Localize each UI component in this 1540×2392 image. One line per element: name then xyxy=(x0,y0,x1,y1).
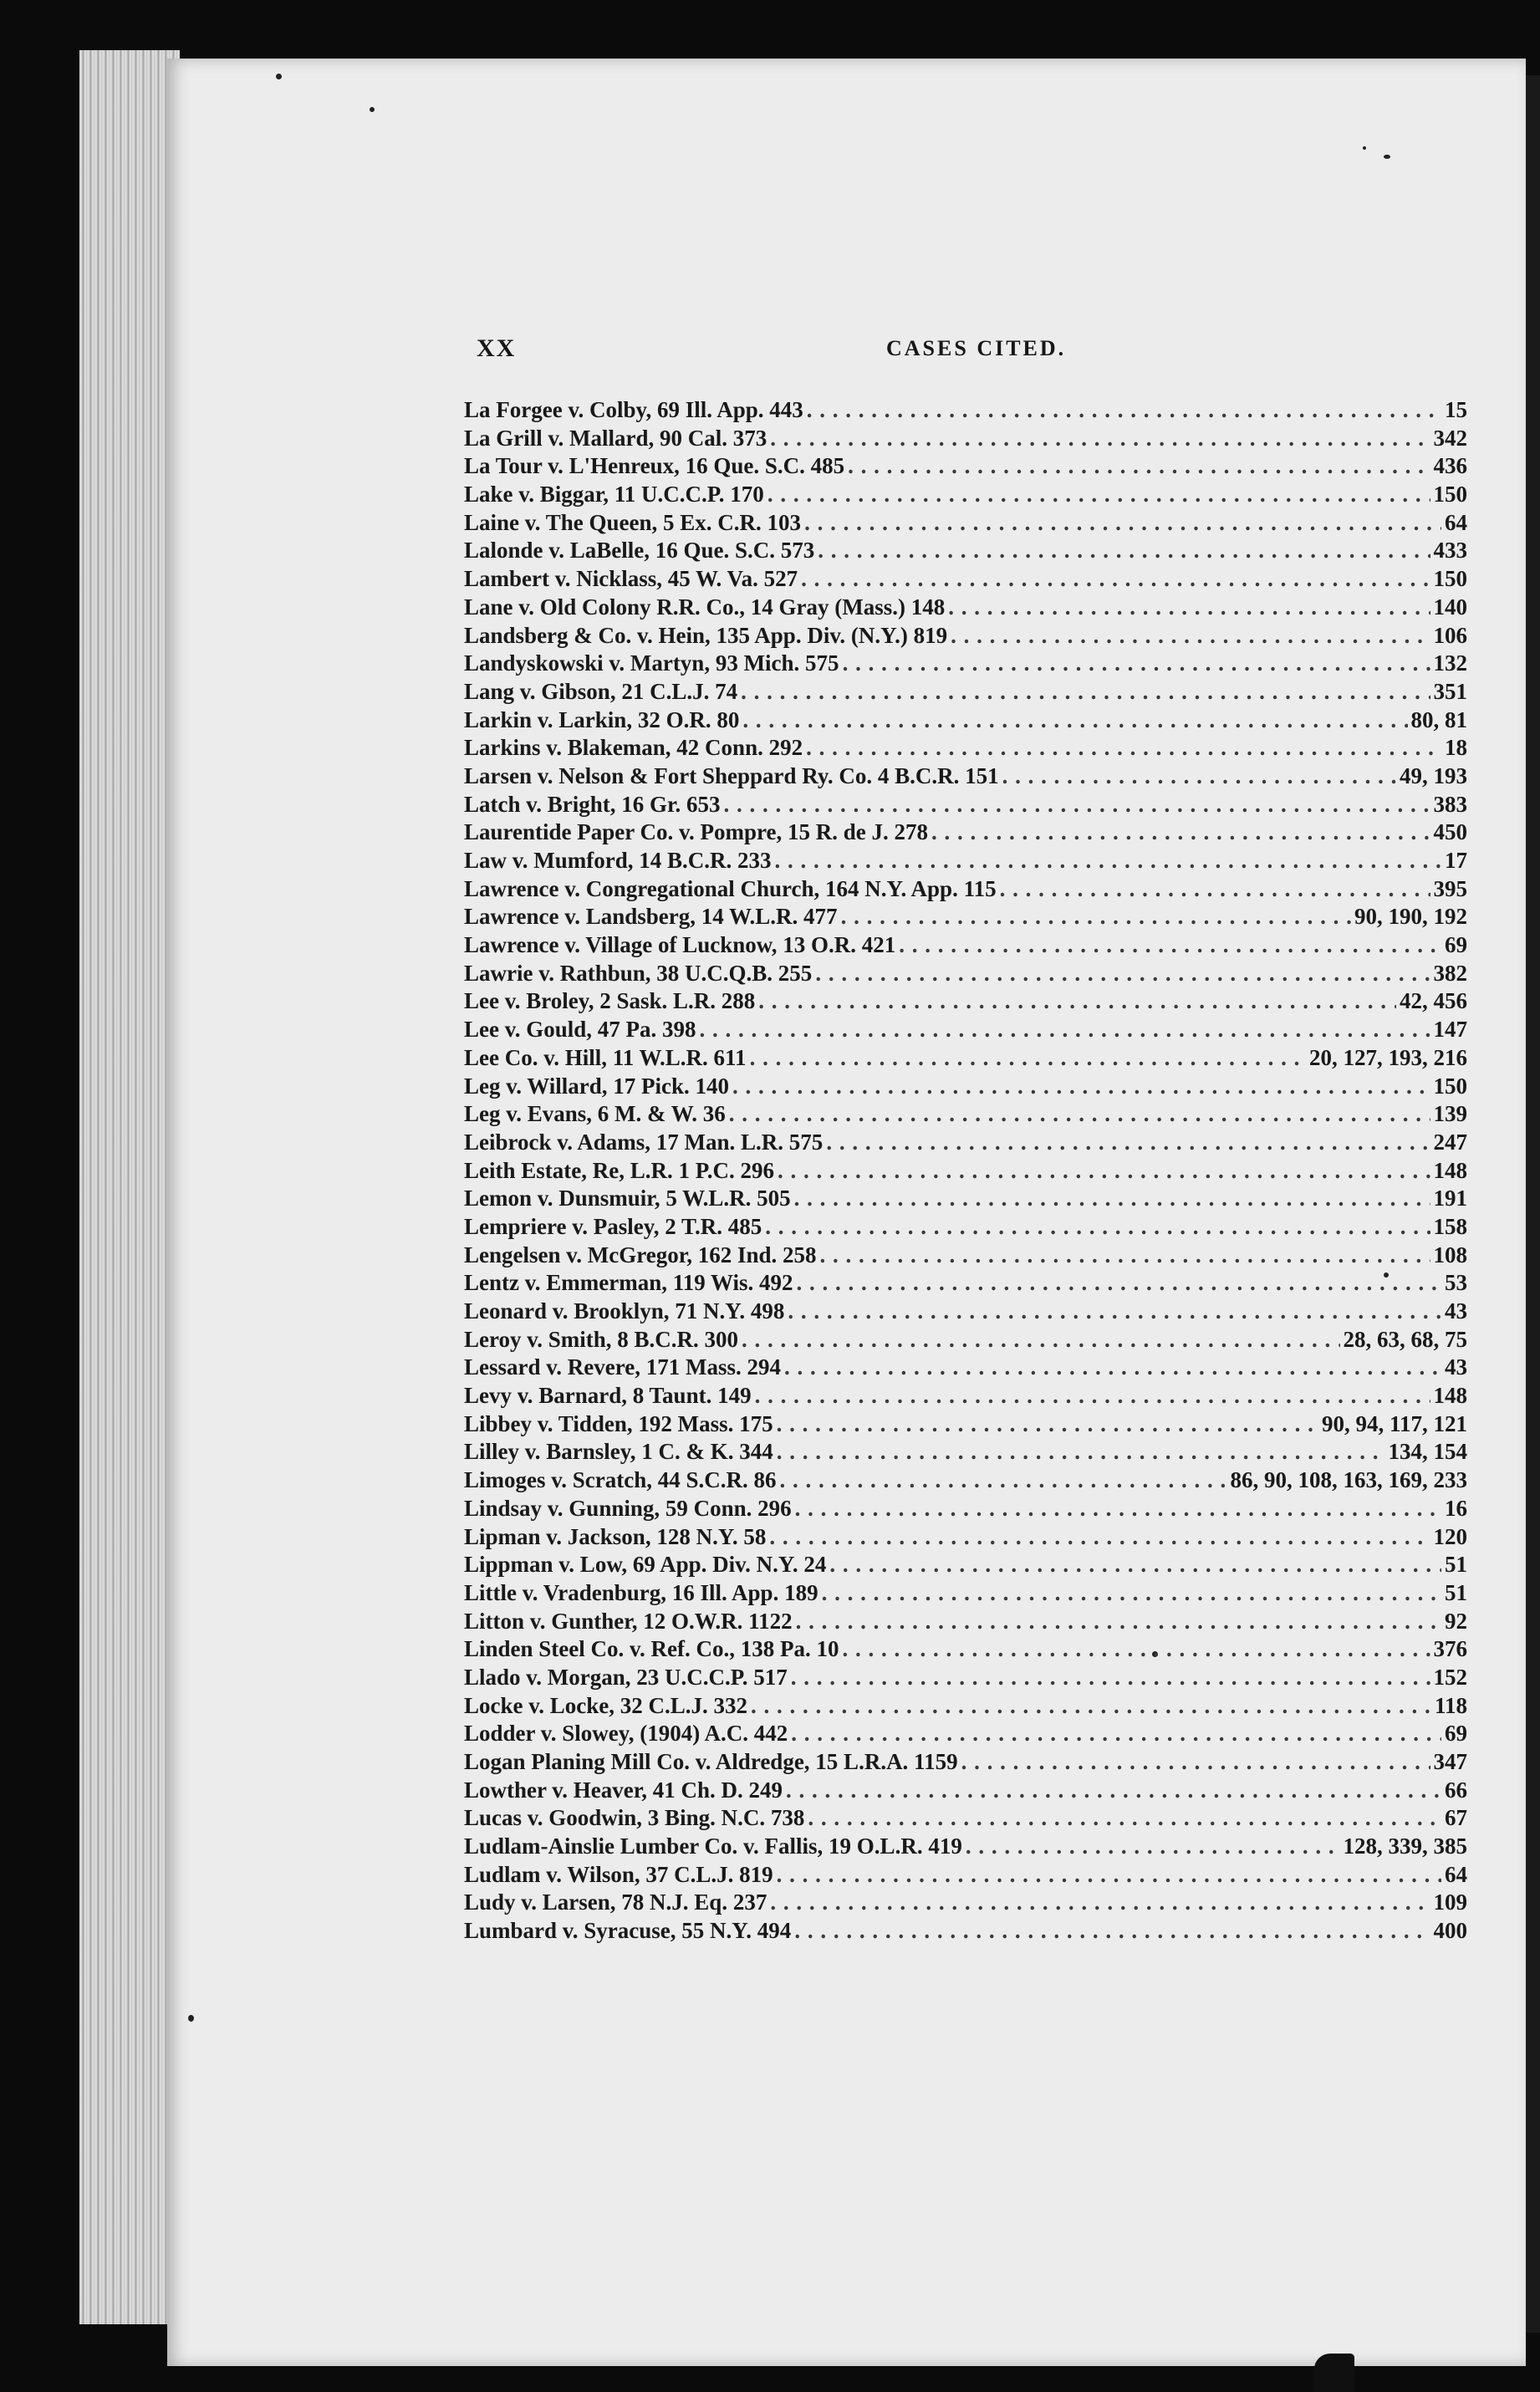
case-citation: Lemon v. Dunsmuir, 5 W.L.R. 505 xyxy=(464,1186,791,1211)
case-citation: Laurentide Paper Co. v. Pompre, 15 R. de J. 278 xyxy=(464,819,928,845)
page-header xyxy=(477,334,1471,368)
case-citation: La Grill v. Mallard, 90 Cal. 373 xyxy=(464,425,767,451)
case-citation: Lodder v. Slowey, (1904) A.C. 442 xyxy=(464,1721,788,1747)
case-entry xyxy=(464,819,1467,847)
case-citation: Laine v. The Queen, 5 Ex. C.R. 103 xyxy=(464,509,802,535)
case-entry xyxy=(464,509,1467,538)
dot-leader xyxy=(732,1073,1430,1101)
case-citation: Locke v. Locke, 32 C.L.J. 332 xyxy=(464,1692,748,1718)
case-citation: Libbey v. Tidden, 192 Mass. 175 xyxy=(464,1410,773,1436)
dot-leader xyxy=(777,1861,1441,1890)
page-references: 147 xyxy=(1433,1017,1467,1043)
dot-leader xyxy=(750,1044,1306,1073)
case-entry xyxy=(464,1664,1467,1692)
case-entry xyxy=(464,622,1467,650)
case-entry xyxy=(464,452,1467,481)
page-references: 42, 456 xyxy=(1400,988,1467,1014)
case-citation: Lawrie v. Rathbun, 38 U.C.Q.B. 255 xyxy=(464,960,813,986)
case-entry xyxy=(464,1692,1467,1721)
case-entry xyxy=(464,678,1467,706)
dot-leader xyxy=(841,903,1351,931)
case-citation: Lipman v. Jackson, 128 N.Y. 58 xyxy=(464,1523,767,1549)
page-references: 351 xyxy=(1433,678,1467,704)
dot-leader xyxy=(724,791,1430,819)
dot-leader xyxy=(742,706,1407,735)
page-references: 108 xyxy=(1433,1242,1467,1267)
case-citation: Lee v. Gould, 47 Pa. 398 xyxy=(464,1017,696,1043)
dot-leader xyxy=(843,1635,1430,1664)
dot-leader xyxy=(791,1720,1441,1748)
page-references: 139 xyxy=(1433,1101,1467,1127)
case-entry xyxy=(464,425,1467,453)
case-entry xyxy=(464,847,1467,875)
case-entry xyxy=(464,931,1467,960)
dot-leader xyxy=(775,847,1441,875)
page-references: 18 xyxy=(1445,735,1467,761)
case-entry xyxy=(464,1410,1467,1439)
page-references: 395 xyxy=(1433,875,1467,901)
dot-leader xyxy=(786,1777,1441,1805)
dot-leader xyxy=(791,1664,1430,1692)
page-references: 247 xyxy=(1433,1129,1467,1155)
cases-cited-list xyxy=(464,396,1467,1946)
case-citation: Ludlam-Ainslie Lumber Co. v. Fallis, 19 O.L.R. 419 xyxy=(464,1834,962,1859)
page-references: 120 xyxy=(1433,1523,1467,1549)
dot-leader xyxy=(1000,875,1430,904)
page-references: 90, 94, 117, 121 xyxy=(1321,1410,1467,1436)
case-citation: Llado v. Morgan, 23 U.C.C.P. 517 xyxy=(464,1664,788,1690)
case-citation: Ludlam v. Wilson, 37 C.L.J. 819 xyxy=(464,1861,773,1887)
case-entry xyxy=(464,1326,1467,1354)
case-entry xyxy=(464,1382,1467,1410)
case-entry xyxy=(464,1438,1467,1466)
page-references: 49, 193 xyxy=(1400,762,1467,788)
case-entry xyxy=(464,1100,1467,1129)
case-entry xyxy=(464,1495,1467,1523)
case-citation: Lilley v. Barnsley, 1 C. & K. 344 xyxy=(464,1439,773,1465)
case-entry xyxy=(464,903,1467,931)
case-entry xyxy=(464,1833,1467,1861)
page-references: 86, 90, 108, 163, 169, 233 xyxy=(1230,1467,1467,1493)
page-references: 51 xyxy=(1445,1579,1467,1605)
case-entry xyxy=(464,1804,1467,1833)
dot-leader xyxy=(826,1129,1430,1157)
page-references: 90, 190, 192 xyxy=(1354,904,1467,930)
case-entry xyxy=(464,987,1467,1016)
scan-speck xyxy=(276,74,282,79)
case-citation: Leibrock v. Adams, 17 Man. L.R. 575 xyxy=(464,1129,824,1155)
case-citation: Limoges v. Scratch, 44 S.C.R. 86 xyxy=(464,1467,777,1493)
case-entry xyxy=(464,1466,1467,1495)
case-entry xyxy=(464,875,1467,904)
dot-leader xyxy=(801,565,1430,594)
case-citation: Lowther v. Heaver, 41 Ch. D. 249 xyxy=(464,1777,783,1803)
page-references: 383 xyxy=(1433,791,1467,817)
case-entry xyxy=(464,734,1467,762)
page-references: 64 xyxy=(1445,509,1467,535)
case-citation: Leith Estate, Re, L.R. 1 P.C. 296 xyxy=(464,1157,774,1183)
case-entry xyxy=(464,650,1467,678)
case-citation: Lucas v. Goodwin, 3 Bing. N.C. 738 xyxy=(464,1805,805,1831)
dot-leader xyxy=(765,1213,1430,1242)
page-references: 376 xyxy=(1433,1636,1467,1662)
dot-leader xyxy=(795,1495,1441,1523)
dot-leader xyxy=(758,987,1396,1016)
dot-leader xyxy=(1002,762,1396,791)
case-citation: Lambert v. Nicklass, 45 W. Va. 527 xyxy=(464,566,798,592)
case-entry xyxy=(464,1608,1467,1636)
dot-leader xyxy=(797,1269,1441,1298)
page-references: 436 xyxy=(1433,453,1467,479)
dot-leader xyxy=(778,1157,1430,1186)
dot-leader xyxy=(770,425,1430,453)
case-entry xyxy=(464,1523,1467,1552)
page-references: 15 xyxy=(1445,397,1467,422)
dot-leader xyxy=(777,1410,1318,1439)
page-references: 69 xyxy=(1445,1721,1467,1747)
case-citation: Leonard v. Brooklyn, 71 N.Y. 498 xyxy=(464,1298,785,1324)
page-references: 53 xyxy=(1445,1270,1467,1296)
case-entry xyxy=(464,1185,1467,1213)
dot-leader xyxy=(820,1242,1430,1270)
dot-leader xyxy=(767,481,1430,509)
dot-leader xyxy=(751,1692,1431,1721)
case-citation: Law v. Mumford, 14 B.C.R. 233 xyxy=(464,848,772,873)
case-entry xyxy=(464,1354,1467,1382)
case-citation: Linden Steel Co. v. Ref. Co., 138 Pa. 10 xyxy=(464,1636,839,1662)
page-references: 400 xyxy=(1433,1918,1467,1944)
page-references: 20, 127, 193, 216 xyxy=(1309,1044,1467,1070)
case-citation: Logan Planing Mill Co. v. Aldredge, 15 L.R.A. 1159 xyxy=(464,1749,958,1774)
dot-leader xyxy=(784,1354,1441,1382)
page-references: 150 xyxy=(1433,1073,1467,1099)
dot-leader xyxy=(729,1100,1430,1129)
page-right-edge xyxy=(1526,75,1540,2333)
case-entry xyxy=(464,1720,1467,1748)
case-citation: Leg v. Evans, 6 M. & W. 36 xyxy=(464,1101,726,1127)
page-references: 128, 339, 385 xyxy=(1343,1834,1467,1859)
case-entry xyxy=(464,396,1467,425)
case-citation: Lippman v. Low, 69 App. Div. N.Y. 24 xyxy=(464,1552,827,1578)
page-references: 152 xyxy=(1433,1664,1467,1690)
dot-leader xyxy=(961,1748,1430,1777)
case-citation: La Forgee v. Colby, 69 Ill. App. 443 xyxy=(464,397,803,422)
page-references: 148 xyxy=(1433,1383,1467,1409)
page-references: 342 xyxy=(1433,425,1467,451)
case-citation: Leroy v. Smith, 8 B.C.R. 300 xyxy=(464,1326,739,1352)
case-citation: Larkins v. Blakeman, 42 Conn. 292 xyxy=(464,735,803,761)
page-references: 150 xyxy=(1433,566,1467,592)
case-citation: Lee Co. v. Hill, 11 W.L.R. 611 xyxy=(464,1044,747,1070)
dot-leader xyxy=(948,594,1430,622)
page-references: 66 xyxy=(1445,1777,1467,1803)
case-entry xyxy=(464,1213,1467,1242)
page-references: 433 xyxy=(1433,538,1467,564)
page-references: 118 xyxy=(1434,1692,1467,1718)
case-entry xyxy=(464,1917,1467,1946)
case-citation: Lawrence v. Landsberg, 14 W.L.R. 477 xyxy=(464,904,838,930)
case-citation: Ludy v. Larsen, 78 N.J. Eq. 237 xyxy=(464,1890,767,1915)
page-references: 106 xyxy=(1433,622,1467,648)
page-references: 140 xyxy=(1433,594,1467,620)
case-citation: La Tour v. L'Henreux, 16 Que. S.C. 485 xyxy=(464,453,845,479)
case-entry xyxy=(464,1861,1467,1890)
case-entry xyxy=(464,791,1467,819)
page-references: 109 xyxy=(1433,1890,1467,1915)
page-references: 17 xyxy=(1445,848,1467,873)
page-references: 148 xyxy=(1433,1157,1467,1183)
dot-leader xyxy=(931,819,1430,847)
case-entry xyxy=(464,1748,1467,1777)
case-entry xyxy=(464,1157,1467,1186)
case-citation: Landyskowski v. Martyn, 93 Mich. 575 xyxy=(464,650,839,676)
page-number: XX xyxy=(477,334,517,362)
case-citation: Litton v. Gunther, 12 O.W.R. 1122 xyxy=(464,1608,793,1634)
page-references: 158 xyxy=(1433,1213,1467,1239)
dot-leader xyxy=(848,452,1430,481)
case-citation: Lang v. Gibson, 21 C.L.J. 74 xyxy=(464,678,738,704)
page-references: 64 xyxy=(1445,1861,1467,1887)
case-citation: Lake v. Biggar, 11 U.C.C.P. 170 xyxy=(464,482,764,507)
case-citation: Lee v. Broley, 2 Sask. L.R. 288 xyxy=(464,988,756,1014)
case-entry xyxy=(464,1129,1467,1157)
page-references: 16 xyxy=(1445,1495,1467,1521)
page-references: 150 xyxy=(1433,482,1467,507)
page-references: 134, 154 xyxy=(1388,1439,1467,1465)
page-references: 43 xyxy=(1445,1354,1467,1380)
case-citation: Lessard v. Revere, 171 Mass. 294 xyxy=(464,1354,781,1380)
case-entry xyxy=(464,594,1467,622)
case-citation: Lengelsen v. McGregor, 162 Ind. 258 xyxy=(464,1242,817,1267)
case-citation: Lane v. Old Colony R.R. Co., 14 Gray (Mass.) 148 xyxy=(464,594,946,620)
case-citation: Latch v. Bright, 16 Gr. 653 xyxy=(464,791,721,817)
dot-leader xyxy=(829,1551,1441,1579)
case-citation: Larkin v. Larkin, 32 O.R. 80 xyxy=(464,706,740,732)
dot-leader xyxy=(755,1382,1430,1410)
case-entry xyxy=(464,1073,1467,1101)
page-references: 80, 81 xyxy=(1410,706,1467,732)
page-references: 51 xyxy=(1445,1552,1467,1578)
page-references: 450 xyxy=(1433,819,1467,845)
case-entry xyxy=(464,1579,1467,1608)
case-citation: Lawrence v. Village of Lucknow, 13 O.R. 421 xyxy=(464,932,896,958)
case-entry xyxy=(464,1635,1467,1664)
dot-leader xyxy=(804,509,1441,538)
scan-speck xyxy=(1363,146,1366,150)
dot-leader xyxy=(794,1917,1430,1946)
case-entry xyxy=(464,1298,1467,1326)
case-citation: Levy v. Barnard, 8 Taunt. 149 xyxy=(464,1383,752,1409)
dot-leader xyxy=(777,1438,1385,1466)
case-entry xyxy=(464,1016,1467,1044)
dot-leader xyxy=(788,1298,1441,1326)
dot-leader xyxy=(899,931,1441,960)
case-entry xyxy=(464,1777,1467,1805)
dot-leader xyxy=(796,1608,1441,1636)
case-entry xyxy=(464,960,1467,988)
case-citation: Lawrence v. Congregational Church, 164 N.Y. App. 115 xyxy=(464,875,997,901)
case-entry xyxy=(464,565,1467,594)
page-references: 67 xyxy=(1445,1805,1467,1831)
page-references: 92 xyxy=(1445,1608,1467,1634)
dot-leader xyxy=(769,1523,1430,1552)
dot-leader xyxy=(770,1889,1430,1917)
page-references: 69 xyxy=(1445,932,1467,958)
dot-leader xyxy=(822,1579,1441,1608)
book-binding-edge xyxy=(79,50,180,2324)
running-head: CASES CITED. xyxy=(886,336,1067,360)
dot-leader xyxy=(806,734,1441,762)
page-references: 382 xyxy=(1433,960,1467,986)
dot-leader xyxy=(742,1326,1339,1354)
case-citation: Larsen v. Nelson & Fort Sheppard Ry. Co. 4 B.C.R. 151 xyxy=(464,762,999,788)
dot-leader xyxy=(815,960,1430,988)
dot-leader xyxy=(780,1466,1227,1495)
dot-leader xyxy=(794,1185,1430,1213)
case-citation: Lempriere v. Pasley, 2 T.R. 485 xyxy=(464,1213,762,1239)
case-entry xyxy=(464,1044,1467,1073)
dot-leader xyxy=(966,1833,1340,1861)
dot-leader xyxy=(818,537,1430,565)
dot-leader xyxy=(808,1804,1441,1833)
scan-speck xyxy=(370,107,375,112)
page-references: 191 xyxy=(1433,1186,1467,1211)
scan-corner-mark xyxy=(1314,2354,1354,2392)
scan-speck xyxy=(1384,155,1390,159)
case-entry xyxy=(464,537,1467,565)
dot-leader xyxy=(807,396,1441,425)
case-entry xyxy=(464,1242,1467,1270)
case-entry xyxy=(464,481,1467,509)
case-citation: Little v. Vradenburg, 16 Ill. App. 189 xyxy=(464,1579,818,1605)
dot-leader xyxy=(700,1016,1430,1044)
case-entry xyxy=(464,706,1467,735)
page-references: 132 xyxy=(1433,650,1467,676)
case-citation: Lentz v. Emmerman, 119 Wis. 492 xyxy=(464,1270,793,1296)
page-references: 347 xyxy=(1433,1749,1467,1774)
page-references: 43 xyxy=(1445,1298,1467,1324)
case-citation: Lumbard v. Syracuse, 55 N.Y. 494 xyxy=(464,1918,792,1944)
case-citation: Landsberg & Co. v. Hein, 135 App. Div. (N.Y.) 819 xyxy=(464,622,948,648)
case-citation: Lindsay v. Gunning, 59 Conn. 296 xyxy=(464,1495,792,1521)
dot-leader xyxy=(843,650,1430,678)
case-entry xyxy=(464,1889,1467,1917)
case-entry xyxy=(464,1269,1467,1298)
dot-leader xyxy=(951,622,1430,650)
dot-leader xyxy=(741,678,1430,706)
case-entry xyxy=(464,1551,1467,1579)
page-references: 28, 63, 68, 75 xyxy=(1343,1326,1467,1352)
case-citation: Lalonde v. LaBelle, 16 Que. S.C. 573 xyxy=(464,538,815,564)
scan-speck xyxy=(188,2015,194,2022)
case-citation: Leg v. Willard, 17 Pick. 140 xyxy=(464,1073,730,1099)
case-entry xyxy=(464,762,1467,791)
